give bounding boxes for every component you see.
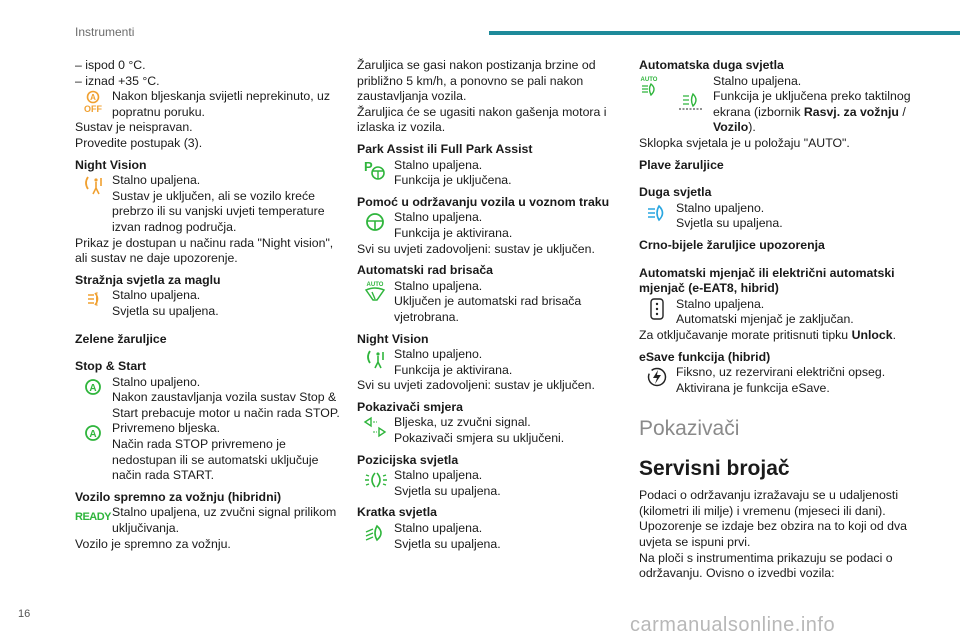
wipers-item: AUTO Stalno upaljena. Uključen je automatski rad brisača vjetrobrana. [357,279,629,326]
stop-start-flash-item: A Privremeno bljeska. Način rada STOP privremeno je nedostupan ili se automatski uključuje način rada START. [75,421,347,483]
park-assist-icon [363,159,387,181]
turn-signal-icon [363,416,387,438]
gearbox-item: Stalno upaljena. Automatski mjenjač je zaključan. [639,297,911,328]
night-vision-2-title: Night Vision [357,331,429,346]
svg-text:P: P [364,158,373,174]
low-beam-title: Kratka svjetla [357,505,437,520]
night-vision-green-icon [363,348,387,370]
high-beam-title: Duga svjetla [639,185,712,200]
off-label: OFF [84,104,102,115]
green-lamps-title: Zelene žaruljice [75,331,167,346]
ready-item: READY Stalno upaljena, uz zvučni signal prilikom uključivanja. [75,505,337,536]
night-vision-icon [81,174,105,196]
auto-high-beam-item: AUTO Stalno upaljena. Funkcija je uključena preko taktilnog ekrana (izbornik Rasvj. za vožnju / Vozilo). [640,73,911,135]
temp-above: – iznad +35 °C. [75,73,160,88]
position-lights-title: Pozicijska svjetla [357,452,459,467]
stop-start-title: Stop & Start [75,359,147,374]
position-lights-icon [363,469,387,491]
column-3: Automatska duga svjetla AUTO Stalno upaljena. Funkcija je uključena preko taktilnog ekrana (izbornik Rasvj. za vožnju / Vozilo). Sklopka svjetala je u položaju "AUTO". Plave žaruljice Duga svjetla Stalno upaljeno. Svjetla su upaljena. Crno-bijele žaruljice upozorenja Automatski mjenjač ili električni automatski mjenjač (e-EAT8, hibrid) Stalno upaljena. Automatski mjenjač je zaključan. Za otključavanje morate pritisnuti tipku Unlock. eSave funkcija (hibrid) Fiksno, uz rezervirani električni opseg. Aktivirana je funkcija eSave. Pokazivači Servisni brojač Podaci o održavanju izražavaju se u udaljenosti (kilometri ili milje) i vremenu (mjeseci ili dani). Upozorenje se izdaje bez obzira na to koji od dva uvjeta se ispuni prvi. Na ploči s instrumentima prikazuju se podaci o održavanju. Ovisno o izvedbi vozila: [639,58,911,581]
indicators-section-heading: Pokazivači [639,417,740,441]
ready-icon: READY [75,511,112,524]
lane-keep-icon [363,211,387,233]
low-beam-item: Stalno upaljena. Svjetla su upaljena. [357,521,629,552]
rear-fog-icon [81,289,105,311]
night-vision-item: Stalno upaljena. Sustav je uključen, ali se vozilo kreće prebrzo ili su vanjski uvjeti temperature izvan radnog područja. [75,173,347,235]
svg-text:A: A [89,429,97,441]
esave-item: Fiksno, uz rezervirani električni opseg. Aktivirana je funkcija eSave. [639,365,911,396]
bw-lamps-title: Crno-bijele žaruljice upozorenja [639,237,825,252]
column-2: Žaruljica se gasi nakon postizanja brzine od približno 5 km/h, a ponovno se pali nakon zaustavljanja vozila. Žaruljica će se ugasiti nakon gašenja motora i izlaska iz vozila. Park Assist ili Full Park Assist P Stalno upaljena. Funkcija je uključena. Pomoć u održavanju vozila u voznom traku Stalno upaljena. Funkcija je aktivirana. Svi su uvjeti zadovoljeni: sustav je uključen. Automatski rad brisača AUTO Stalno upaljena. Uključen je automatski rad brisača vjetrobrana. Night Vision Stalno upaljeno. Funkcija je aktivirana. Svi su uvjeti zadovoljeni: sustav je uključen. Pokazivači smjera Bljeska, uz zvučni signal. Pokazivači smjera su uključeni. Pozicijska svjetla Stalno upaljena. Svjetla su upaljena. Kratka svjetla Stalno upaljena. Svjetla su upaljena. [357,58,629,552]
indicators-item: Bljeska, uz zvučni signal. Pokazivači smjera su uključeni. [357,415,629,446]
header-accent-bar [489,31,960,35]
fog-item: Stalno upaljena. Svjetla su upaljena. [75,288,347,319]
night-vision-title: Night Vision [75,157,147,172]
high-beam-item: Stalno upaljeno. Svjetla su upaljena. [639,201,911,232]
wipers-title: Automatski rad brisača [357,263,493,278]
blue-lamps-title: Plave žaruljice [639,157,724,172]
page-number: 16 [18,608,31,620]
gearbox-title: Automatski mjenjač ili električni automatski mjenjač (e-EAT8, hibrid) [639,265,895,296]
low-beam-icon [363,522,387,544]
high-beam-outline-icon [679,92,703,112]
auto-wipers-icon [363,280,387,302]
lane-keep-title: Pomoć u održavanju vozila u voznom traku [357,194,610,209]
auto-high-beam-title: Automatska duga svjetla [639,58,784,72]
section-header: Instrumenti [75,25,135,39]
fog-title: Stražnja svjetla za maglu [75,272,221,287]
park-assist-item: P Stalno upaljena. Funkcija je uključena. [364,157,512,188]
column-1: – ispod 0 °C. – iznad +35 °C. A OFF Nakon bljeskanja svijetli neprekinuto, uz popratnu poruku. Sustav je neispravan. Provedite postupak (3). Night Vision Stalno upaljena. Sustav je uključen, ali se vozilo kreće prebrzo ili su vanjski uvjeti temperature izvan radnog područja. Prikaz je dostupan u načinu rada "Night vision", ali sustav ne daje upozorenje. Stražnja svjetla za maglu Stalno upaljena. Svjetla su upaljena. Zelene žaruljice Stop & Start A Stalno upaljeno. Nakon zaustavljanja vozila sustav Stop & Start prebacuje motor u način rada STOP. A Privremeno bljeska. Način rada STOP privremeno je nedostupan ili se automatski uključuje način rada START. Vozilo spremno za vožnju (hibridni) READY Stalno upaljena, uz zvučni signal prilikom uključivanja. Vozilo je spremno za vožnju. [75,58,347,552]
gearbox-lock-icon [645,298,669,320]
svg-text:A: A [90,93,96,103]
park-assist-title: Park Assist ili Full Park Assist [357,141,533,156]
stop-start-flash-icon [81,422,105,444]
stop-start-off-icon [81,90,105,115]
indicators-title: Pokazivači smjera [357,399,463,414]
auto-high-beam-icon [639,75,675,97]
svg-text:A: A [89,382,97,394]
lane-keep-item: Stalno upaljena. Funkcija je aktivirana. [357,210,629,241]
stop-start-item: A Stalno upaljeno. Nakon zaustavljanja vozila sustav Stop & Start prebacuje motor u način rada STOP. [75,375,347,422]
position-lights-item: Stalno upaljena. Svjetla su upaljena. [357,468,629,499]
svg-text:AUTO: AUTO [366,281,384,288]
temp-below: – ispod 0 °C. [75,58,146,72]
esave-title: eSave funkcija (hibrid) [639,349,771,364]
off-warning-item: A OFF Nakon bljeskanja svijetli neprekinuto, uz popratnu poruku. [75,89,347,120]
night-vision-2-item: Stalno upaljeno. Funkcija je aktivirana. [357,347,629,378]
watermark: carmanualsonline.info [630,614,836,636]
svg-text:AUTO: AUTO [640,76,658,83]
ready-title: Vozilo spremno za vožnju (hibridni) [75,489,282,504]
esave-icon [645,366,669,388]
high-beam-icon [645,202,669,224]
service-counter-heading: Servisni brojač [639,457,790,481]
stop-start-icon [81,376,105,398]
